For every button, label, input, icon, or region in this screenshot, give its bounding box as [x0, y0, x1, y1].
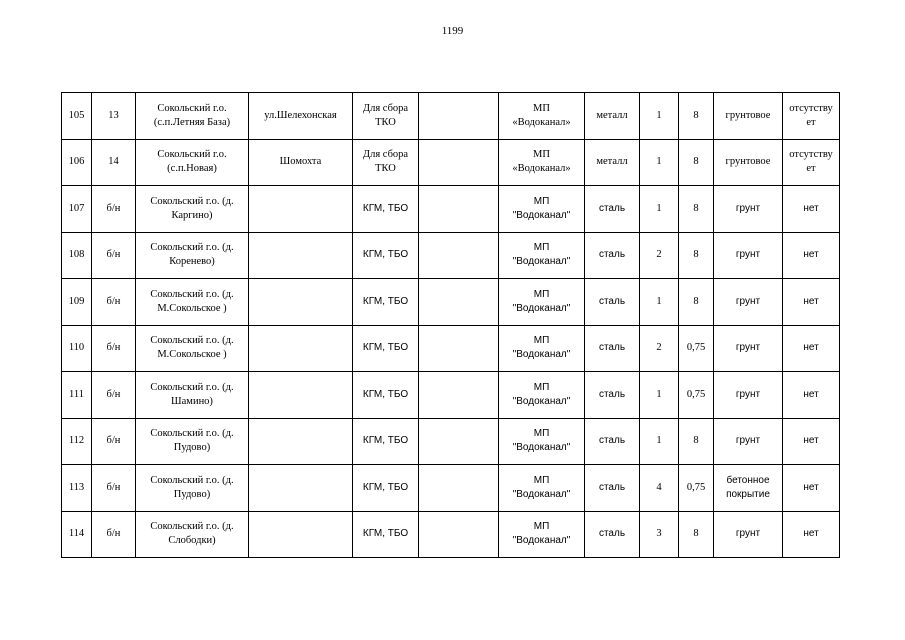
cell-count: 1 [640, 372, 679, 419]
table-row [62, 372, 840, 419]
cell-purpose: КГМ, ТБО [353, 465, 419, 512]
cell-owner: МП "Водоканал" [499, 232, 585, 279]
cell-purpose: Для сбора ТКО [353, 93, 419, 140]
page-number: 1199 [441, 25, 464, 37]
cell-number: 110 [62, 325, 92, 372]
cell-surface: грунт [714, 325, 783, 372]
cell-owner: МП "Водоканал" [499, 511, 585, 558]
cell-extra [419, 186, 499, 233]
cell-count: 1 [640, 139, 679, 186]
cell-location: Сокольский г.о. (с.п.Новая) [136, 139, 249, 186]
cell-purpose: КГМ, ТБО [353, 511, 419, 558]
cell-location: Сокольский г.о. (д. Каргино) [136, 186, 249, 233]
cell-extra [419, 372, 499, 419]
cell-owner: МП "Водоканал" [499, 279, 585, 326]
cell-code: 13 [92, 93, 136, 140]
cell-material: сталь [585, 372, 640, 419]
cell-fence: нет [783, 372, 840, 419]
table-row [62, 186, 840, 233]
cell-extra [419, 465, 499, 512]
cell-purpose: КГМ, ТБО [353, 325, 419, 372]
cell-number: 105 [62, 93, 92, 140]
cell-material: сталь [585, 232, 640, 279]
cell-volume: 8 [679, 186, 714, 233]
cell-volume: 8 [679, 418, 714, 465]
cell-surface: грунтовое [714, 139, 783, 186]
cell-extra [419, 139, 499, 186]
cell-material: сталь [585, 325, 640, 372]
cell-code: б/н [92, 511, 136, 558]
cell-owner: МП "Водоканал" [499, 325, 585, 372]
table-row [62, 279, 840, 326]
cell-surface: грунт [714, 372, 783, 419]
cell-location: Сокольский г.о. (д. Шамино) [136, 372, 249, 419]
cell-code: б/н [92, 465, 136, 512]
cell-surface: грунт [714, 232, 783, 279]
cell-extra [419, 93, 499, 140]
cell-purpose: КГМ, ТБО [353, 418, 419, 465]
cell-purpose: Для сбора ТКО [353, 139, 419, 186]
cell-purpose: КГМ, ТБО [353, 232, 419, 279]
cell-street [249, 511, 353, 558]
cell-code: б/н [92, 325, 136, 372]
cell-purpose: КГМ, ТБО [353, 186, 419, 233]
cell-code: б/н [92, 186, 136, 233]
cell-owner: МП "Водоканал" [499, 465, 585, 512]
table-row [62, 139, 840, 186]
cell-count: 1 [640, 418, 679, 465]
cell-surface: грунтовое [714, 93, 783, 140]
cell-number: 108 [62, 232, 92, 279]
cell-number: 113 [62, 465, 92, 512]
cell-street [249, 186, 353, 233]
cell-material: металл [585, 93, 640, 140]
cell-owner: МП "Водоканал" [499, 418, 585, 465]
table-row [62, 465, 840, 512]
cell-fence: нет [783, 465, 840, 512]
cell-count: 1 [640, 186, 679, 233]
cell-fence: нет [783, 325, 840, 372]
table-row [62, 232, 840, 279]
cell-fence: отсутству ет [783, 93, 840, 140]
cell-fence: нет [783, 511, 840, 558]
table-row [62, 418, 840, 465]
cell-extra [419, 418, 499, 465]
cell-volume: 0,75 [679, 372, 714, 419]
cell-volume: 8 [679, 232, 714, 279]
cell-count: 2 [640, 325, 679, 372]
cell-street [249, 418, 353, 465]
cell-number: 114 [62, 511, 92, 558]
cell-volume: 8 [679, 139, 714, 186]
cell-material: сталь [585, 418, 640, 465]
cell-location: Сокольский г.о. (д. Коренево) [136, 232, 249, 279]
table-row [62, 325, 840, 372]
cell-number: 107 [62, 186, 92, 233]
cell-fence: нет [783, 279, 840, 326]
cell-purpose: КГМ, ТБО [353, 372, 419, 419]
cell-extra [419, 232, 499, 279]
cell-extra [419, 325, 499, 372]
cell-location: Сокольский г.о. (д. Пудово) [136, 418, 249, 465]
cell-volume: 0,75 [679, 325, 714, 372]
registry-table [61, 92, 840, 558]
cell-count: 4 [640, 465, 679, 512]
cell-count: 3 [640, 511, 679, 558]
cell-extra [419, 511, 499, 558]
cell-volume: 0,75 [679, 465, 714, 512]
cell-street [249, 279, 353, 326]
cell-surface: грунт [714, 511, 783, 558]
cell-location: Сокольский г.о. (д. М.Сокольское ) [136, 325, 249, 372]
cell-street [249, 372, 353, 419]
cell-code: б/н [92, 418, 136, 465]
cell-count: 1 [640, 93, 679, 140]
cell-volume: 8 [679, 93, 714, 140]
cell-fence: нет [783, 232, 840, 279]
cell-code: б/н [92, 232, 136, 279]
cell-count: 1 [640, 279, 679, 326]
cell-count: 2 [640, 232, 679, 279]
cell-material: сталь [585, 279, 640, 326]
cell-code: б/н [92, 279, 136, 326]
cell-code: 14 [92, 139, 136, 186]
cell-volume: 8 [679, 511, 714, 558]
cell-volume: 8 [679, 279, 714, 326]
cell-code: б/н [92, 372, 136, 419]
cell-material: сталь [585, 465, 640, 512]
cell-location: Сокольский г.о. (с.п.Летняя База) [136, 93, 249, 140]
cell-fence: отсутству ет [783, 139, 840, 186]
cell-location: Сокольский г.о. (д. Слободки) [136, 511, 249, 558]
cell-street: ул.Шелехонская [249, 93, 353, 140]
cell-number: 112 [62, 418, 92, 465]
cell-street [249, 232, 353, 279]
cell-owner: МП "Водоканал" [499, 372, 585, 419]
cell-number: 106 [62, 139, 92, 186]
cell-number: 109 [62, 279, 92, 326]
cell-surface: грунт [714, 279, 783, 326]
cell-material: металл [585, 139, 640, 186]
cell-surface: бетонное покрытие [714, 465, 783, 512]
table-row [62, 93, 840, 140]
cell-material: сталь [585, 186, 640, 233]
cell-owner: МП "Водоканал" [499, 186, 585, 233]
table-row [62, 511, 840, 558]
cell-location: Сокольский г.о. (д. Пудово) [136, 465, 249, 512]
cell-fence: нет [783, 418, 840, 465]
cell-location: Сокольский г.о. (д. М.Сокольское ) [136, 279, 249, 326]
cell-surface: грунт [714, 418, 783, 465]
cell-owner: МП «Водоканал» [499, 139, 585, 186]
cell-street [249, 465, 353, 512]
cell-extra [419, 279, 499, 326]
cell-number: 111 [62, 372, 92, 419]
cell-purpose: КГМ, ТБО [353, 279, 419, 326]
cell-material: сталь [585, 511, 640, 558]
cell-street [249, 325, 353, 372]
cell-fence: нет [783, 186, 840, 233]
cell-street: Шомохта [249, 139, 353, 186]
cell-owner: МП «Водоканал» [499, 93, 585, 140]
cell-surface: грунт [714, 186, 783, 233]
